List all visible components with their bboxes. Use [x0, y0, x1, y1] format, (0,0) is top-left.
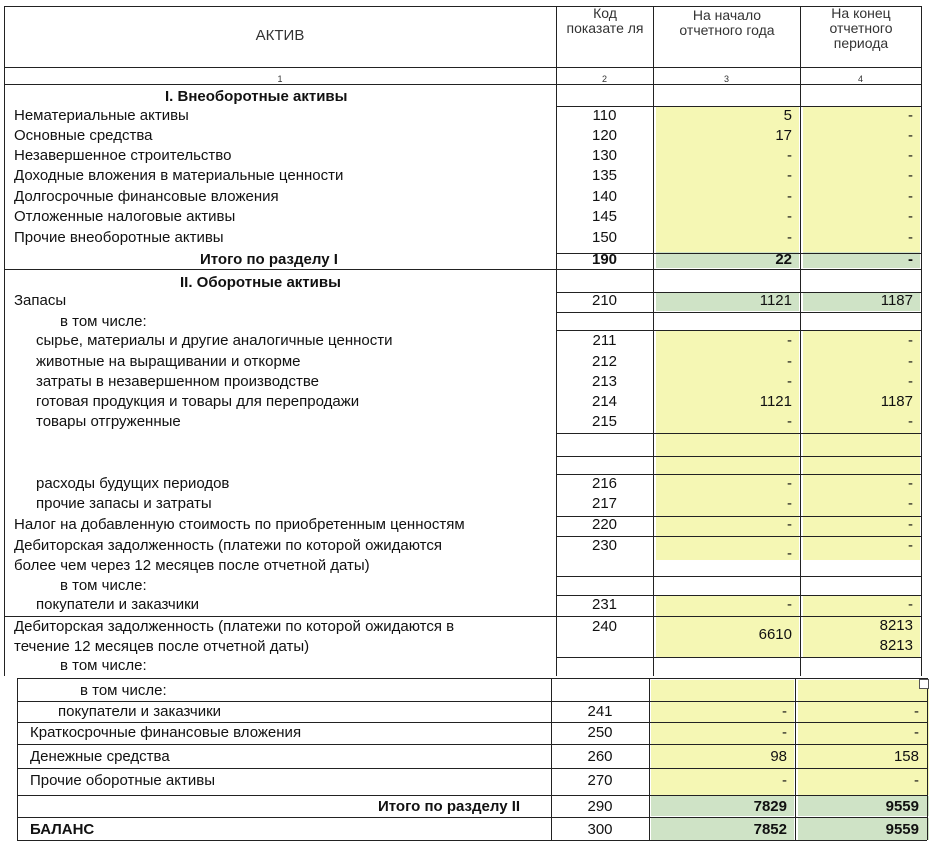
value-end[interactable]: 158 — [893, 748, 919, 765]
row-code: 211 — [592, 332, 617, 349]
row-label: Основные средства — [14, 127, 153, 144]
grid-line — [4, 6, 5, 676]
value-start[interactable]: - — [782, 703, 787, 720]
value-start[interactable]: - — [787, 353, 792, 370]
value-end[interactable]: 9559 — [885, 821, 919, 838]
value-end[interactable]: - — [914, 703, 919, 720]
row-label: Налог на добавленную стоимость по приобретенным ценностям — [14, 516, 465, 533]
row-label: готовая продукция и товары для перепродажи — [36, 393, 360, 410]
row-label: Доходные вложения в материальные ценности — [14, 167, 344, 184]
row-code: 290 — [587, 798, 613, 815]
grid-line — [4, 6, 922, 7]
value-start[interactable]: - — [787, 596, 792, 613]
value-start[interactable]: 7852 — [753, 821, 787, 838]
value-start[interactable]: - — [787, 373, 792, 390]
row-code: 190 — [591, 251, 618, 268]
row-code: 231 — [591, 596, 618, 613]
row-code: 241 — [587, 703, 613, 720]
value-start[interactable]: 6610 — [758, 626, 792, 643]
grid-line — [556, 330, 922, 331]
grid-line — [4, 67, 922, 68]
row-code: 250 — [587, 724, 613, 741]
section-title-1: I. Внеоборотные активы — [165, 88, 348, 105]
value-start[interactable]: 17 — [775, 127, 792, 144]
grid-line — [4, 269, 922, 270]
row-label: затраты в незавершенном производстве — [36, 373, 319, 390]
value-start[interactable]: - — [787, 475, 792, 492]
value-start[interactable]: - — [782, 724, 787, 741]
grid-line — [17, 722, 927, 723]
value-start[interactable]: - — [787, 208, 792, 225]
row-label: в том числе: — [60, 657, 147, 674]
value-start[interactable]: - — [787, 332, 792, 349]
grid-line — [17, 817, 927, 818]
row-label: Краткосрочные финансовые вложения — [30, 724, 302, 741]
row-code: 215 — [591, 413, 618, 430]
row-code: 210 — [591, 292, 618, 309]
value-end[interactable]: - — [908, 167, 913, 184]
row-label-line2: более чем через 12 месяцев после отчетной даты) — [14, 557, 370, 574]
row-code: 110 — [592, 107, 617, 124]
row-code: 130 — [591, 147, 618, 164]
value-end[interactable]: - — [914, 772, 919, 789]
row-label: покупатели и заказчики — [36, 596, 200, 613]
value-start[interactable]: - — [787, 495, 792, 512]
grid-line — [4, 616, 922, 617]
row-label-line2: течение 12 месяцев после отчетной даты) — [14, 638, 310, 655]
section-title-2: II. Оборотные активы — [180, 274, 341, 291]
value-start[interactable]: - — [782, 772, 787, 789]
row-code: 260 — [587, 748, 613, 765]
grid-line — [17, 701, 927, 702]
row-label: расходы будущих периодов — [36, 475, 230, 492]
row-label: сырье, материалы и другие аналогичные ценности — [36, 332, 393, 349]
row-label: Отложенные налоговые активы — [14, 208, 236, 225]
value-end[interactable]: - — [908, 537, 913, 554]
row-label: Прочие оборотные активы — [30, 772, 215, 789]
grid-line — [556, 657, 922, 658]
row-label: Долгосрочные финансовые вложения — [14, 188, 279, 205]
value-end[interactable]: - — [908, 596, 913, 613]
row-label: Денежные средства — [30, 748, 170, 765]
row-label: товары отгруженные — [36, 413, 181, 430]
grid-line — [927, 678, 928, 840]
col-number-1: 1 — [277, 74, 283, 84]
row-label: прочие запасы и затраты — [36, 495, 212, 512]
header-asset: АКТИВ — [255, 27, 305, 44]
value-start[interactable]: 1121 — [759, 292, 792, 309]
value-end[interactable]: 1187 — [880, 292, 913, 309]
row-code: 217 — [591, 495, 618, 512]
value-end[interactable]: 8213 — [879, 617, 913, 634]
row-label: Нематериальные активы — [14, 107, 189, 124]
value-end[interactable]: - — [908, 251, 913, 268]
grid-line — [17, 768, 927, 769]
value-start[interactable]: 22 — [775, 251, 792, 268]
row-code: 150 — [591, 229, 618, 246]
value-start[interactable]: - — [787, 147, 792, 164]
row-code: 213 — [591, 373, 618, 390]
value-start[interactable]: - — [787, 413, 792, 430]
value-end[interactable]: - — [908, 373, 913, 390]
col-number-4: 4 — [857, 74, 863, 84]
grid-line — [17, 840, 927, 841]
value-end[interactable]: - — [914, 724, 919, 741]
value-start[interactable]: - — [787, 516, 792, 533]
row-label-balance: БАЛАНС — [30, 821, 95, 838]
value-end-line2[interactable]: 8213 — [879, 637, 913, 654]
value-start[interactable]: - — [787, 229, 792, 246]
value-end[interactable]: - — [908, 147, 913, 164]
value-end[interactable]: - — [908, 208, 913, 225]
row-label: в том числе: — [60, 577, 147, 594]
row-label: Незавершенное строительство — [14, 147, 232, 164]
row-code: 145 — [591, 208, 618, 225]
row-code: 220 — [591, 516, 618, 533]
grid-line — [556, 433, 922, 434]
value-end[interactable]: - — [908, 353, 913, 370]
row-label: животные на выращивании и откорме — [36, 353, 301, 370]
value-start[interactable]: 5 — [783, 107, 792, 124]
row-code: 270 — [587, 772, 613, 789]
value-start[interactable]: - — [787, 167, 792, 184]
row-label: покупатели и заказчики — [58, 703, 222, 720]
value-start[interactable]: - — [787, 188, 792, 205]
grid-line — [17, 678, 18, 840]
value-end[interactable]: - — [908, 495, 913, 512]
value-start[interactable]: 7829 — [753, 798, 787, 815]
row-label-total-1: Итого по разделу I — [200, 251, 338, 268]
row-label: в том числе: — [60, 313, 147, 330]
row-code: 214 — [591, 393, 618, 410]
value-end[interactable]: - — [908, 475, 913, 492]
row-label: в том числе: — [80, 682, 167, 699]
value-end[interactable]: - — [908, 229, 913, 246]
value-start[interactable]: 98 — [770, 748, 787, 765]
row-code: 230 — [591, 537, 618, 554]
row-label-total-2: Итого по разделу II — [378, 798, 521, 815]
row-code: 212 — [591, 353, 618, 370]
row-code: 300 — [587, 821, 613, 838]
row-label: Дебиторская задолженность (платежи по которой ожидаются в — [14, 618, 455, 635]
row-code: 120 — [591, 127, 618, 144]
row-code: 216 — [591, 475, 618, 492]
value-start[interactable]: - — [787, 545, 792, 562]
value-end[interactable]: - — [908, 413, 913, 430]
grid-line — [17, 744, 927, 745]
grid-line — [556, 576, 922, 577]
value-end[interactable]: - — [908, 127, 913, 144]
col-number-3: 3 — [723, 74, 729, 84]
header-start-of-year: На начало отчетного года — [679, 7, 775, 38]
grid-line — [556, 456, 922, 457]
grid-line — [17, 678, 927, 679]
grid-line — [921, 6, 922, 676]
row-label: Дебиторская задолженность (платежи по которой ожидаются — [14, 537, 443, 554]
row-code: 135 — [591, 167, 618, 184]
value-end[interactable]: - — [908, 332, 913, 349]
row-label: Прочие внеоборотные активы — [14, 229, 224, 246]
grid-line — [17, 795, 927, 796]
value-end[interactable]: - — [908, 516, 913, 533]
cell-corner-handle[interactable] — [919, 679, 929, 689]
header-code: Код показате ля — [566, 5, 644, 36]
value-end[interactable]: 1187 — [880, 393, 913, 410]
row-code: 240 — [591, 618, 618, 635]
value-end[interactable]: - — [908, 107, 913, 124]
value-end[interactable]: 9559 — [885, 798, 919, 815]
row-code: 140 — [591, 188, 618, 205]
header-end-of-period: На конец отчетного периода — [829, 5, 893, 51]
value-end[interactable]: - — [908, 188, 913, 205]
row-label: Запасы — [14, 292, 67, 309]
grid-line — [556, 312, 922, 313]
value-start[interactable]: 1121 — [759, 393, 792, 410]
col-number-2: 2 — [601, 74, 607, 84]
